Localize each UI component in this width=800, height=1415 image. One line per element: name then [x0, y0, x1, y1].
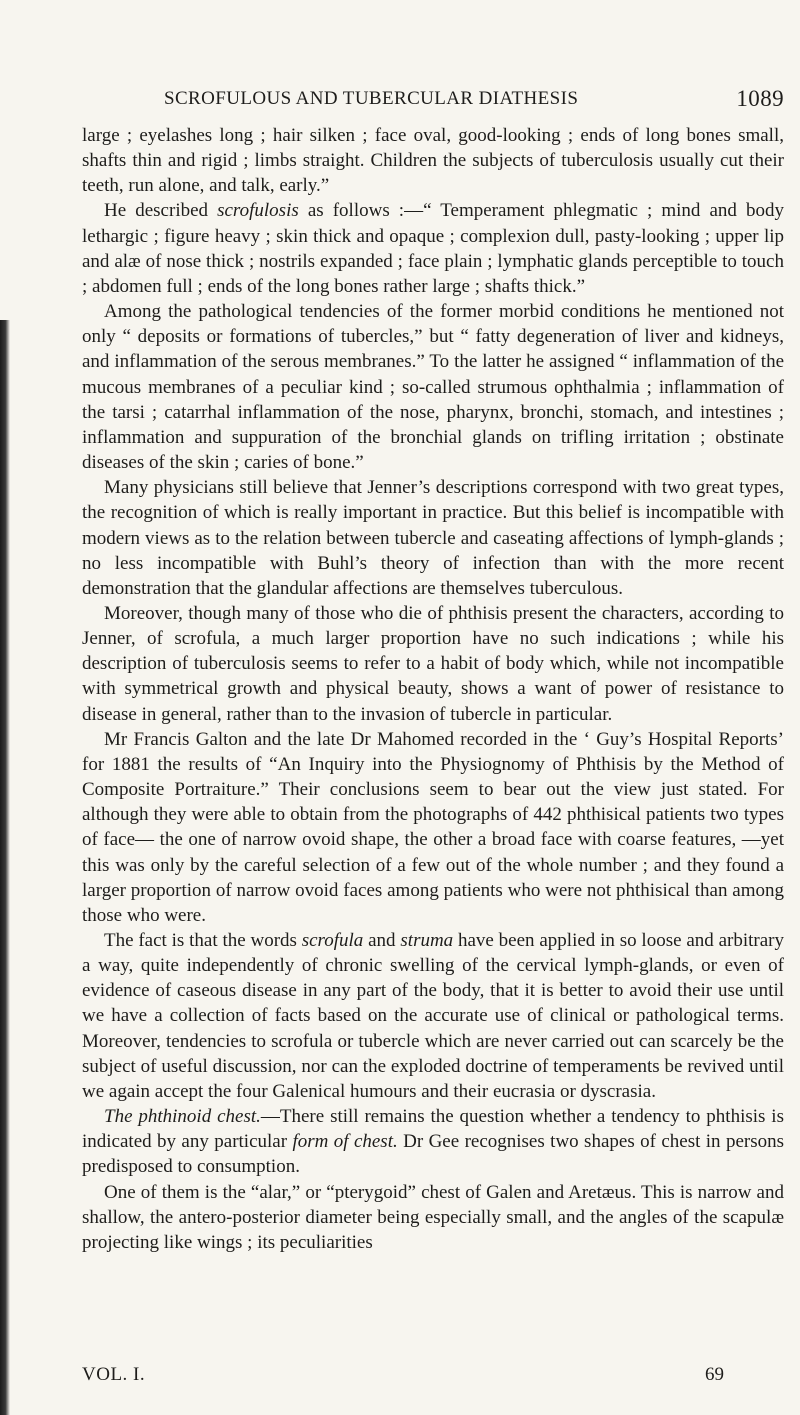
section-heading-phthinoid-chest: The phthinoid chest.	[104, 1106, 261, 1128]
paragraph-4: Many physicians still believe that Jenner’s descriptions correspond with two great types, the recognition of which is really important in practice. But this belief is incompatible with modern views as to the relation between tubercle and caseating affections of lymph-glands ; no less incompatible with Buhl’s theory of infection than with the more recent demonstration that the glandular affections are themselves tuberculous.	[82, 477, 784, 599]
paragraph-2-text: He described	[104, 200, 218, 222]
running-title: SCROFULOUS AND TUBERCULAR DIATHESIS	[164, 88, 579, 109]
paragraph-2	[82, 198, 784, 299]
running-head	[82, 88, 784, 118]
volume-label: VOL. I.	[82, 1364, 146, 1385]
paragraph-5: Moreover, though many of those who die of phthisis present the characters, according to Jenner, of scrofula, a much larger proportion have no such indications ; while his description of tuberculosis seems to refer to a habit of body which, while not incompatible with symmetrical growth and physical beauty, shows a want of power of resistance to disease in general, rather than to the invasion of tubercle in particular.	[82, 602, 784, 725]
signature-mark: 69	[705, 1364, 724, 1385]
page-footer	[82, 1364, 784, 1389]
paragraph-2-italic: scrofulosis	[217, 200, 299, 222]
paragraph-2-text-cont: as follows :—“ Temperament phlegmatic ; mind and body lethargic ; figure heavy ; skin thick and opaque ; complexion dull, pasty-looking ; upper lip and alæ of nose thick ; nostrils expanded ; face plain ; lymphatic glands perceptible to touch ; abdomen full ; ends of the long bones rather large ; shafts thick.”	[82, 200, 784, 297]
paragraph-7-italic-2: struma	[400, 930, 454, 951]
paragraph-1: large ; eyelashes long ; hair silken ; face oval, good-looking ; ends of long bones small, shafts thin and rigid ; limbs straight. Children the subjects of tuberculosis usually cut their teeth, run alone, and talk, early.”	[82, 125, 784, 197]
paragraph-6: Mr Francis Galton and the late Dr Mahomed recorded in the ‘ Guy’s Hospital Reports’ for 1881 the results of “An Inquiry into the Physiognomy of Phthisis by the Method of Composite Portraiture.” Their conclusions seem to bear out the view just stated. For although they were able to obtain from the photographs of 442 phthisical patients two types of face— the one of narrow ovoid shape, the other a broad face with coarse features, —yet this was only by the careful selection of a few out of the whole number ; and they found a larger proportion of narrow ovoid faces among patients who were not phthisical than among those who were.	[82, 728, 784, 926]
paragraph-8	[82, 1104, 784, 1179]
paragraph-9: One of them is the “alar,” or “pterygoid” chest of Galen and Aretæus. This is narrow and shallow, the antero-posterior diameter being especially small, and the angles of the scapulæ projecting like wings ; its peculiarities	[82, 1181, 784, 1253]
paragraph-8-text: —There still remains the question whether a tendency to phthisis is indicated by any particular	[82, 1106, 784, 1153]
page-number: 1089	[736, 86, 784, 111]
paragraph-3: Among the pathological tendencies of the former morbid conditions he mentioned not only “ deposits or formations of tubercles,” but “ fatty degeneration of liver and kidneys, and inflammation of the serous membranes.” To the latter he assigned “ inflammation of the mucous membranes of a peculiar kind ; so-called strumous ophthalmia ; inflammation of the tarsi ; catarrhal inflammation of the nose, pharynx, bronchi, stomach, and intestines ; inflammation and suppuration of the bronchial glands on trifling irritation ; obstinate diseases of the skin ; caries of bone.”	[82, 301, 784, 474]
paragraph-8-text-cont: Dr Gee recognises two shapes of chest in persons predisposed to consumption.	[82, 1131, 785, 1178]
paragraph-8-italic: form of chest.	[292, 1131, 398, 1153]
paragraph-7-italic-1: scrofula	[301, 930, 364, 951]
book-spine-shadow	[0, 320, 10, 1415]
paragraph-7-text-mid: and	[363, 930, 401, 951]
paragraph-7-text-cont: have been applied in so loose and arbitrary a way, quite independently of chronic swelling of the cervical lymph-glands, or even of evidence of caseous disease in any part of the body, that it is better to avoid their use until we have a collection of facts based on the accurate use of clinical or pathological terms. Moreover, tendencies to scrofula or tubercle which are never carried out can scarcely be the subject of useful discussion, nor can the exploded doctrine of temperaments be revived until we again accept the four Galenical humours and their eucrasia or dyscrasia.	[82, 930, 784, 1102]
paragraph-7-text: The fact is that the words	[104, 930, 302, 951]
paragraph-7	[82, 928, 784, 1104]
page-body	[82, 123, 784, 1255]
